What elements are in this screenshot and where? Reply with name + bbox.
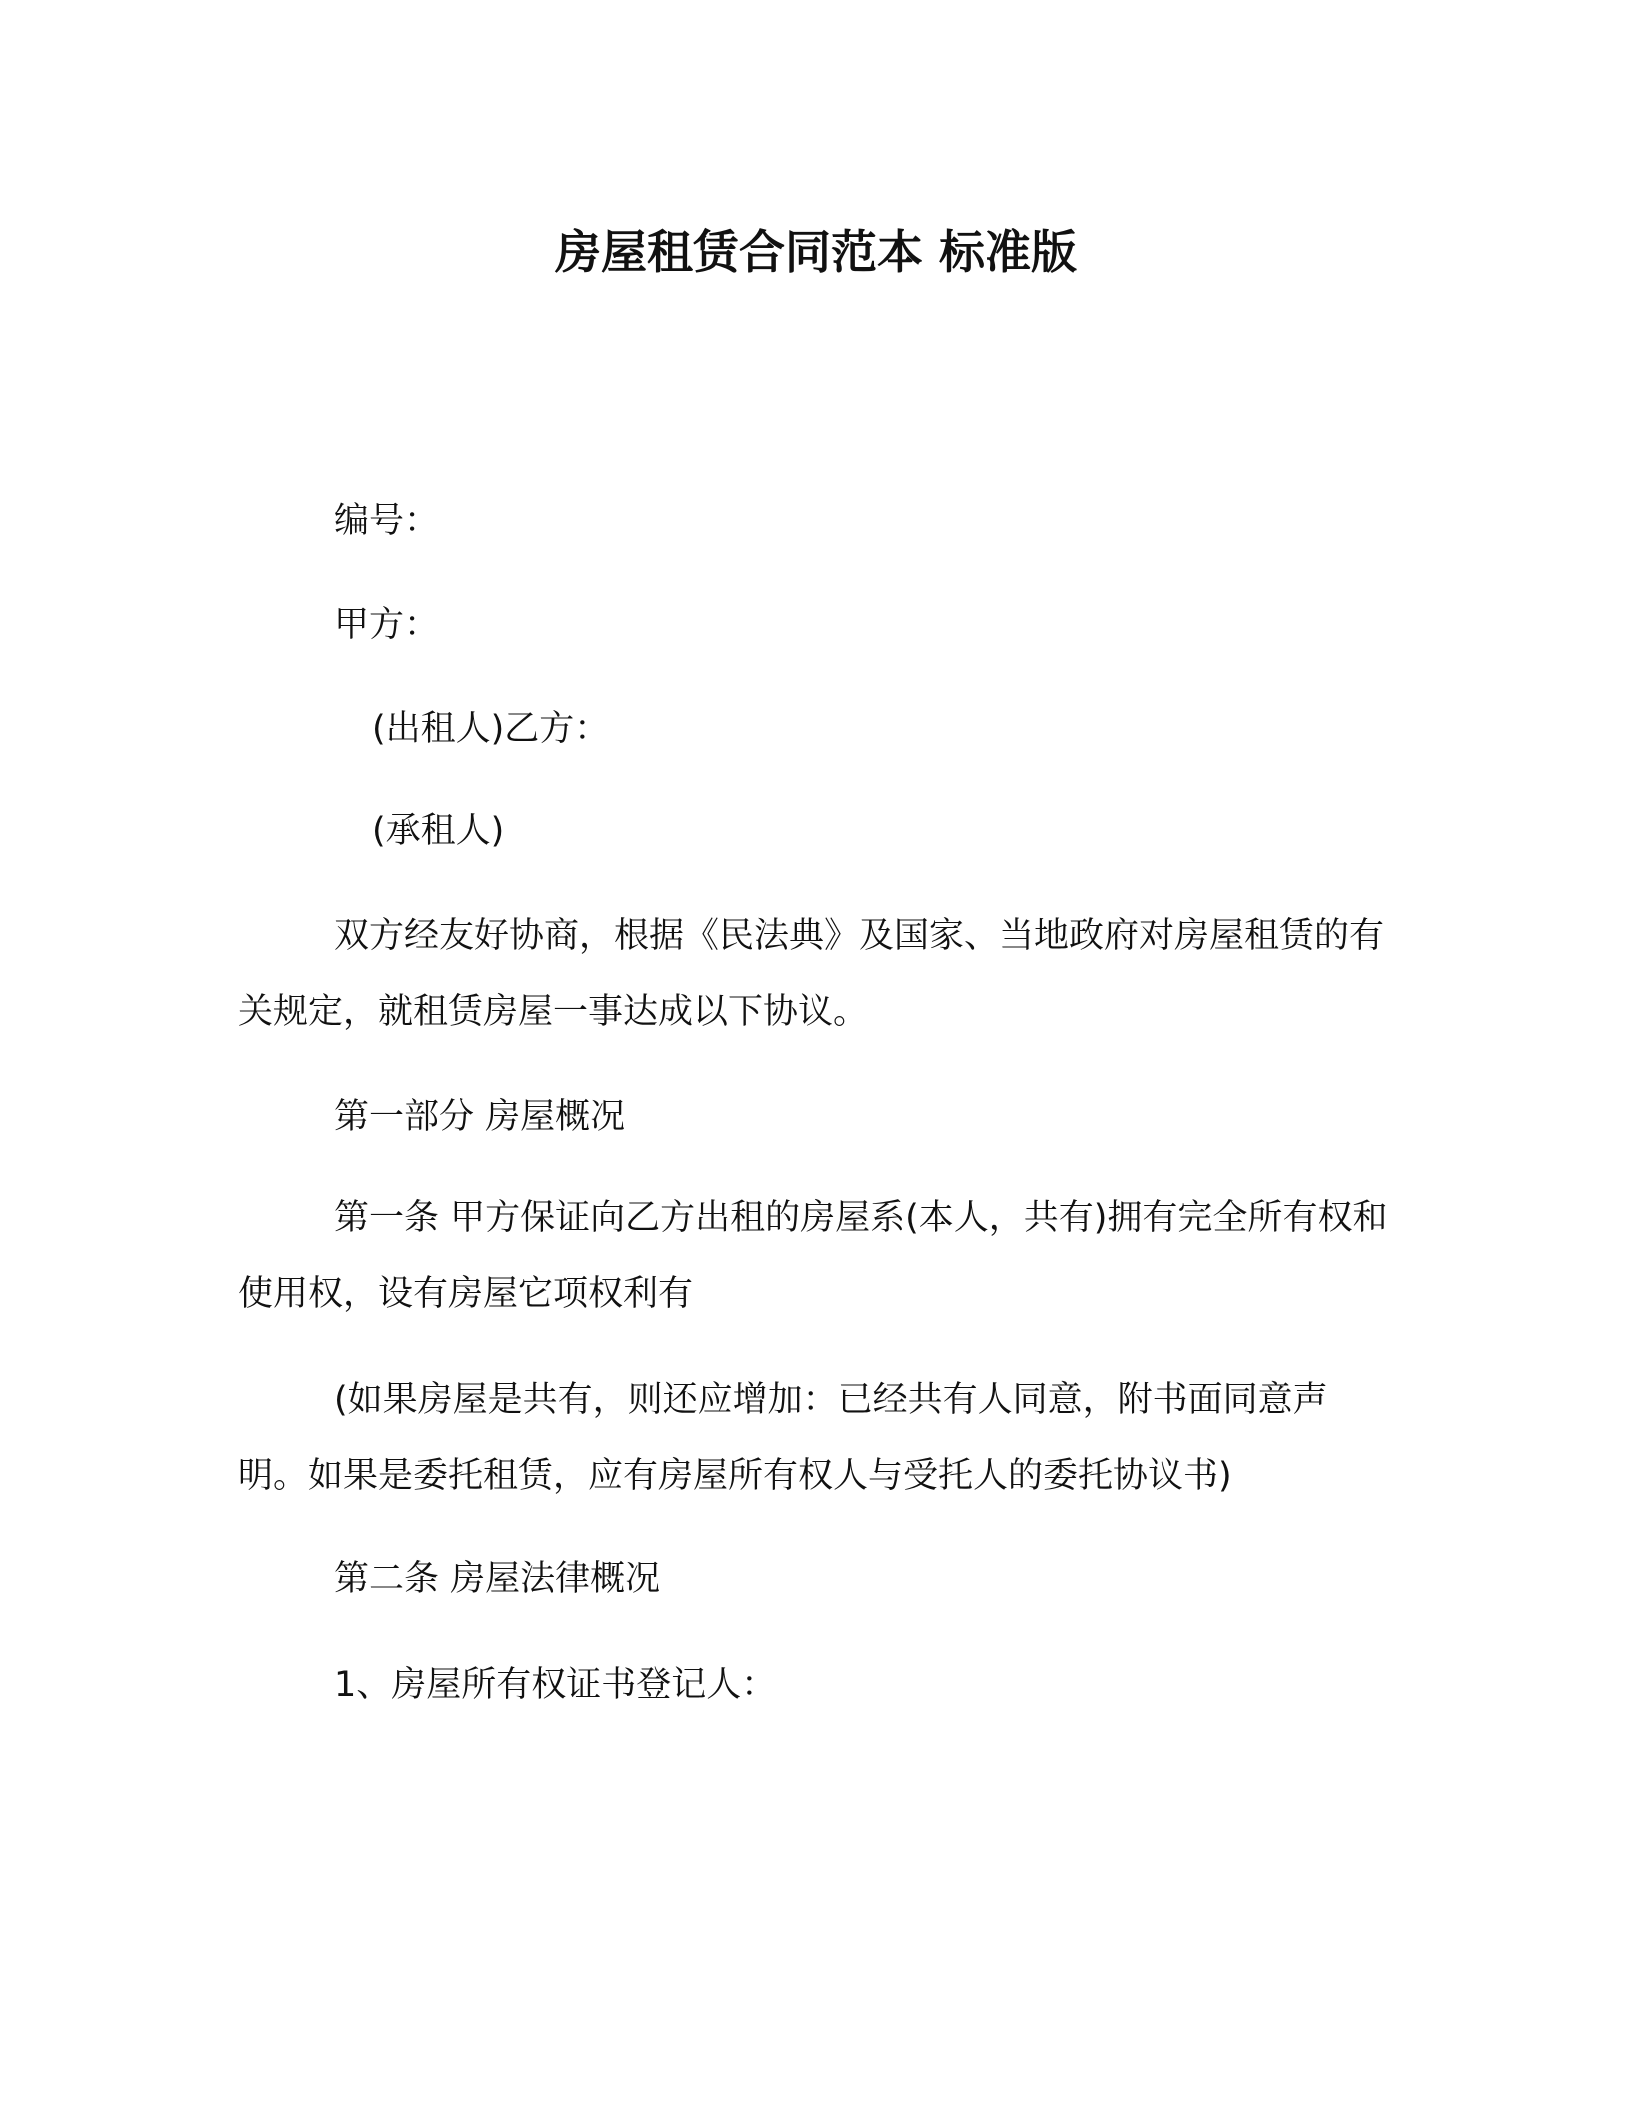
lessee-role-label: (承租人) xyxy=(372,811,505,851)
item-one-line: 1、房屋所有权证书登记人： xyxy=(334,1665,777,1705)
article-one-note-paragraph: (如果房屋是共有，则还应增加：已经共有人同意，附书面同意声明。如果是委托租赁，应有房屋所有权人与受托人的委托协议书) xyxy=(238,1380,1328,1496)
party-a-label: 甲方： xyxy=(334,605,440,645)
number-field-label: 编号： xyxy=(334,501,440,541)
article-one-paragraph: 第一条 甲方保证向乙方出租的房屋系(本人，共有)拥有完全所有权和使用权，设有房屋它项权利有 xyxy=(238,1198,1388,1314)
article-two-heading: 第二条 房屋法律概况 xyxy=(334,1559,661,1599)
part-one-heading: 第一部分 房屋概况 xyxy=(334,1097,626,1137)
lessor-and-party-b-label: (出租人)乙方： xyxy=(372,709,610,749)
document-title: 房屋租赁合同范本 标准版 xyxy=(554,225,1077,279)
intro-paragraph: 双方经友好协商，根据《民法典》及国家、当地政府对房屋租赁的有关规定，就租赁房屋一事达成以下协议。 xyxy=(238,916,1385,1032)
